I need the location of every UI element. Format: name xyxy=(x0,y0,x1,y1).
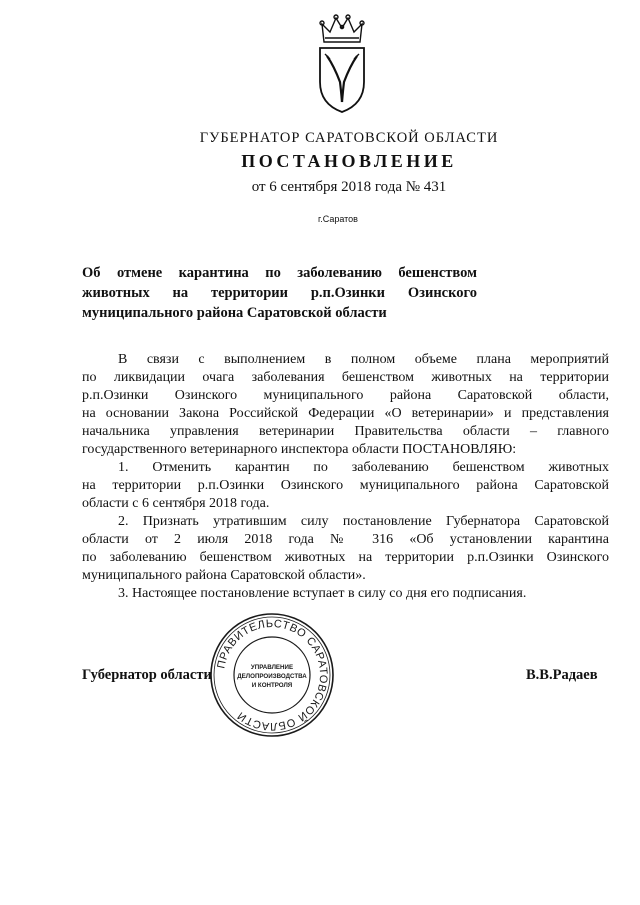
body-line: государственного ветеринарного инспектора области ПОСТАНОВЛЯЮ: xyxy=(82,442,517,457)
body-line: области от 2 июля 2018 года № 316 «Об установлении карантина xyxy=(82,532,609,547)
body-line: муниципального района Саратовской области». xyxy=(82,568,366,583)
document-type: ПОСТАНОВЛЕНИЕ xyxy=(241,151,457,171)
body-line: области с 6 сентября 2018 года. xyxy=(82,496,270,511)
coat-of-arms-icon xyxy=(316,12,368,114)
subject-line: Об отмене карантина по заболеванию бешенством xyxy=(82,265,477,281)
body-line: начальника управления ветеринарии Правительства области – главного xyxy=(82,424,609,439)
document-date-number: от 6 сентября 2018 года № 431 xyxy=(251,179,447,195)
official-stamp xyxy=(208,611,336,739)
issuer-title: ГУБЕРНАТОР САРАТОВСКОЙ ОБЛАСТИ xyxy=(199,130,499,146)
body-line: по ликвидации очага заболевания бешенством животных на территории xyxy=(82,370,609,385)
stamp-inner-line: ДЕЛОПРОИЗВОДСТВА xyxy=(237,673,307,680)
document-city: г.Саратов xyxy=(318,214,358,224)
body-line: 1. Отменить карантин по заболеванию бешенством животных xyxy=(118,460,609,475)
stamp-inner-line: УПРАВЛЕНИЕ xyxy=(250,664,294,671)
stamp-outer-text: ПРАВИТЕЛЬСТВО САРАТОВСКОЙ ОБЛАСТИ xyxy=(215,617,330,733)
body-line: р.п.Озинки Озинского муниципального района Саратовской области, xyxy=(82,388,609,403)
subject-line: животных на территории р.п.Озинки Озинского xyxy=(82,285,477,301)
subject-line: муниципального района Саратовской области xyxy=(82,305,387,321)
document-subject xyxy=(82,263,477,323)
body-line: В связи с выполнением в полном объеме плана мероприятий xyxy=(118,352,609,367)
body-line: на территории р.п.Озинки Озинского муниципального района Саратовской xyxy=(82,478,609,493)
body-line: 2. Признать утратившим силу постановление Губернатора Саратовской xyxy=(118,514,609,529)
body-line: по заболеванию бешенством животных на территории р.п.Озинки Озинского xyxy=(82,550,609,565)
signatory-name: В.В.Радаев xyxy=(526,667,598,683)
document-body xyxy=(82,351,609,603)
body-line: на основании Закона Российской Федерации «О ветеринарии» и представления xyxy=(82,406,609,421)
stamp-inner-line: И КОНТРОЛЯ xyxy=(251,682,293,689)
body-line: 3. Настоящее постановление вступает в силу со дня его подписания. xyxy=(118,586,527,601)
signatory-position: Губернатор области xyxy=(82,667,212,683)
